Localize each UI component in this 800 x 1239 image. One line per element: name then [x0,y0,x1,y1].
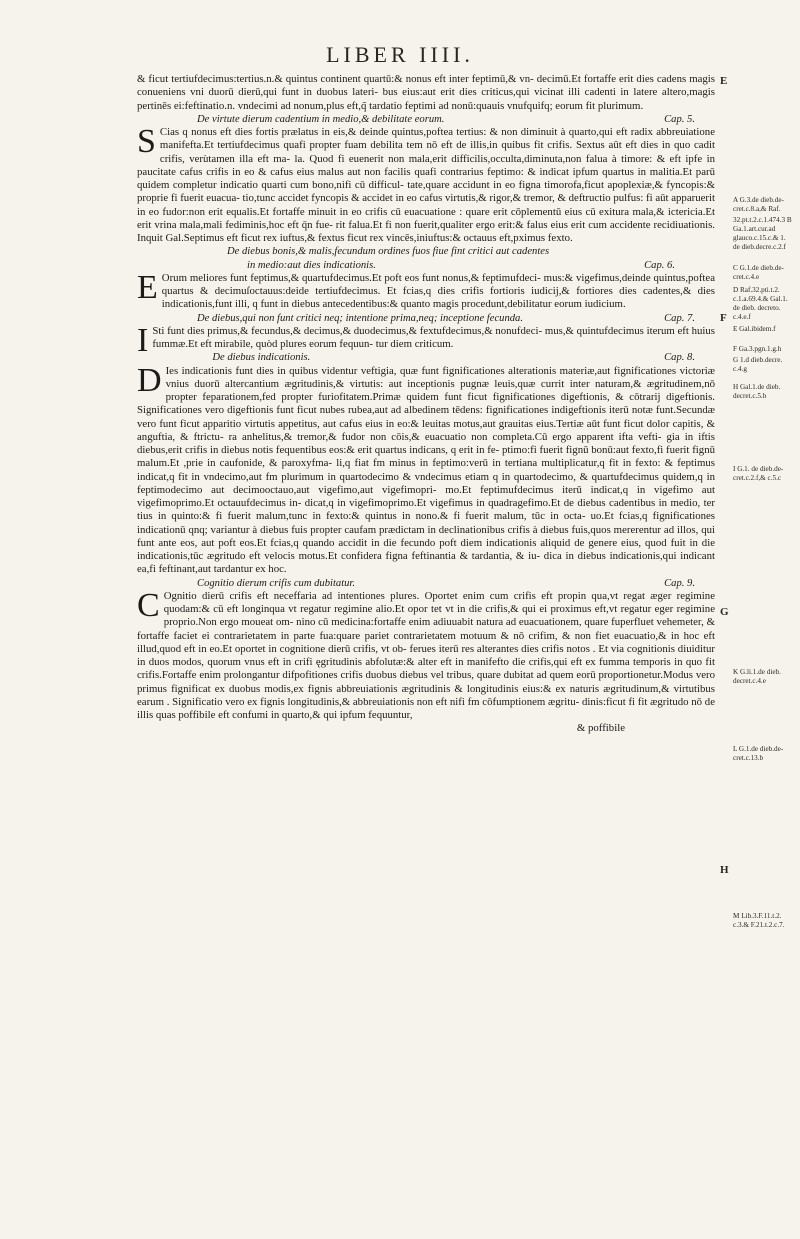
catchword: & poffibile [576,722,625,735]
chapter-heading-9 [137,577,715,590]
drop-capital: I [137,321,149,359]
side-marker-e: E [720,75,728,87]
page-header: LIBER IIII. [326,42,474,67]
margin-note-m: M Lib.3.F.11.t.2. c.3.& F.21.t.2.c.7. [733,912,785,929]
side-marker-f: F [720,312,727,324]
chapter-title: De diebus indicationis. [212,352,311,364]
paragraph-cap-9 [137,586,715,723]
paragraph-cap-8 [137,361,715,577]
chapter-title: Cognitio dierum crifis cum dubitatur. [197,577,356,589]
paragraph-cap-5 [137,123,715,245]
chapter-title: De diebus,qui non funt critici neq; intentione prima,neq; inceptione fecunda. [197,312,523,324]
paragraph-body: Sti funt dies primus,& fecundus,& decimus,& duodecimus,& fextufdecimus,& nonufdeci- mus,& quintufdecimus iterum eft huius fummæ.Et eft mirabile, quòd plures eorum fequun- tur diem criticum. [152,324,715,350]
chapter-number: Cap. 6. [644,259,675,271]
paragraph-body: Ies indicationis funt dies in quibus videntur veftigia, quæ funt fignificationes alterationis materiæ,aut fignificationes victoriæ vnius duorū altercantium ægritudinis,& virtutis: aut inceptionis pugnæ leuis,quæ currit inter naturam,& ægritudinem,nō propter feparationem,fed propter furiofitatem.Primæ quidem funt ficut fignificationes digeftionis, & cōtrarij digeftionis. Significationes vero digeftionis funt ficut nubes rubea,aut ad albedinem tēdens: fignificationes indigeftionis iterū notæ funt.Secundæ vero funt ficut apparitio virtutis appetitus, aut cafus eius in eo:& leuitas motus,aut grauitas eius.Tertiæ aūt funt ficut dolor capitis, & anguftia, & ftrictu- ra anhelitus,& tremor,& fudor non cōis,& euacuatio non completa.Cū ergo apparent ifta vefti- gia in iftis diebus,erit crifis in diebus notis fequentibus eos:& erit quartus indicans, q erit in fe- ptimo:fi fuerit fignū bonū:aut fexto,fi fuerit fignū malum.Et ,prie in caufonide, & paroxyfma- li,q fiat fm minus in feptimo:verū in tertiana multiplicatur,q fit in fexto: & feptimus indicat,q fit in vndecimo,aut fm plurimum in quartodecimo & vndecimus etiam q in quartodecimo, & quartufdecimus quidem,q in feptimodecimo aut decimooctauo,aut vigefimo,aut vigefimopri- mo.Et feptimufdecimus iterū indicat,q in vigefimo aut vigefimoprimo.Et octauufdecimus in- dicat,q in vigefimoprimo.Et vigefimus in quadragefimo.Et de diebus cadentibus in medio, ter tius in quinto:& fi fuerit malum,tunc in fexto:& quintus in nono.& fi fuerit malum, tūc in octa- uo.Et fcias,q fignificationes indicationū qnq; variantur à diebus fuis propter caufam prædictam in declinationibus crifis à diebus fuis,quos mererentur ad illos, qui funt ante eos, aut poft eos.Et fcias,q quando accidit in die fecundo poft diem indicationis aliquid de genere eius, quod fuit in die indicationis,tūc ægritudo eft velocis motus.Et confidera figna feftinantia & tardantia, & iu- dica in diebus indicationis,qui indicant ea,fi feftinant,aut tardantur ex hoc. [137,364,715,576]
drop-capital: S [137,123,156,160]
chapter-number: Cap. 9. [664,577,695,589]
drop-capital: D [137,361,162,399]
chapter-heading-7 [137,312,715,325]
margin-note-k: K G.li.1.de dieb. decret.c.4.e [733,668,781,685]
margin-note-c: C G.1.de dieb.de- cret.c.4.e [733,264,784,281]
chapter-title-continued: in medio:aut dies indicationis. [247,259,376,271]
margin-note-h: H Gal.1.de dieb. decret.c.5.b [733,383,781,400]
chapter-title: De virtute dierum cadentium in medio,& debilitate eorum. [197,113,445,125]
margin-note-l: L G.1.de dieb.de- cret.c.13.b [733,745,784,762]
side-marker-g: G [720,606,729,618]
paragraph-body: Orum meliores funt feptimus,& quartufdecimus.Et poft eos funt nonus,& feptimufdeci- mus:& vigefimus,deinde quintus,poftea quartus & decimuſoctauus:deide tertiufdecimus. Et fcias,q dies crifis fortioris iudicij,& fortiores dies cadentes,& dies indicationis,funt illi, q funt in diebus antecedentibus:& quanto magis procedunt,debilitatur eorum iudicium. [161,271,715,311]
margin-note-e: E Gal.ibidem.f [733,325,776,333]
margin-note-i: I G.1. de dieb.de- cret.c.2.f,& c.5.c [733,465,784,482]
paragraph-body: Cias q nonus eft dies fortis prælatus in eis,& deinde quintus,poftea tertius: & non diminuit à quarto,qui eft radix abbreuiatione manifefta.Et tertiufdecimus quafi propter fuam debilita tem nō eft de illis,in quibus fit crifis. Sextus aūt eft dies in quo cadit crifis, verùtamen illa eft ma- la. Quod fi euenerit non mala,erit difficilis,occulta,diminuta,non falua à timore: & eft ipfe in paucitate cafus crifis in eo & cafus eius malus aut non facilis quafi contrarius feptimo: & indicat ipfum quartus in malitia.Et parū quidem completur indicatio quarti cum bono,nifi cū difficul- tate,quare accidunt in eo figna timorofa,ficut apoplexiæ,& fyncopis:& proprie fi fuerit euacua- tio,tunc accidet fyncopis & accidet in eo cafus virtutis,& rigor,& tremor, & deftructio pulfus: fi aūt apparuerit in eo fudor:non erit equalis.Et fortaffe minuit in eo crifis cū euacuatione : quare erit cōplementū eius cū exitura mala,& ictericia.Et erit vrina mala,mali fediminis,hoc eft q̄n fue- rit falua.Et fi non fuerit,qualiter ergo erit:& falus eius erit cum accidente recidiuationis. Inquit Gal.Septimus eft ficut rex iuftus,& fextus ficut rex vincēs,iniuftus:& octauus eft,pximus fexto. [137,126,715,244]
side-marker-h: H [720,864,729,876]
margin-note-g: G 1.d dieb.decre. c.4.g [733,356,783,373]
chapter-number: Cap. 5. [664,113,695,125]
paragraph-intro: & ficut tertiufdecimus:tertius.n.& quintus continent quartū:& nonus eft inter feptimū,& vn- decimū.Et fortaffe erit dies cadens magis conueniens vni duorū dierū,qui funt in duobus lateri- bus eius:aut erit dies criticus,qui vicinat illi cadenti in latere altero,magis pertinēs ei:feftinatio.n. vndecimi ad nonum,plus eft,q̃ tardatio feptimi ad nonū:quauis vnufquifq; eorum fit plurimum. [137,73,715,112]
chapter-heading-8 [152,351,715,364]
drop-capital: C [137,586,160,624]
margin-note-d: D Raf.32.pti.t.2. c.1.a.69.4.& Gal.1. de dieb. decreto. c.4.e.f [733,286,788,321]
chapter-heading-5 [137,113,715,126]
drop-capital: E [137,268,158,306]
chapter-number: Cap. 7. [664,312,695,324]
chapter-title: De diebus bonis,& malis,fecundum ordines fuos fiue fint critici aut cadentes [227,246,550,258]
chapter-heading-6 [137,245,715,272]
main-text [137,73,715,736]
margin-note-a: A G.3.de dieb.de- cret.c.8.a,& Raf. [733,196,784,213]
paragraph-cap-6 [137,268,715,312]
margin-note-b: 32.pt.t.2.c.1.474.3 B Ga.1.art.cur.ad glauco.c.15.c.& 1. de dieb.decre.c.2.f [733,216,792,251]
paragraph-body: Ognitio dierū crifis eft neceffaria ad intentiones plures. Oportet enim cum crifis eft propin qua,vt regat æger regimine quodam:& cū eft longinqua vt regatur regimine alio.Et opor tet vt in die crifis,& qui ei proximus eft,vt regatur eger regimine proprio.Non ergo moueat om- nino cū medicina:fortaffe enim adiuuabit natura ad euacuationem, quare fuperfluet vehemeter, & fortaffe faciet ei contrarietatem in parte fua:quare pariet contrarietatem motuum & nō crifim, & non fiet euacuatio,& in hoc eft illud,quod eft in eo.Et oportet in cognitione dierū crifis, vt ob- ferues iterū res alterantes dies crifis notos . Et via cognitionis diuiditur in duos modos, quorum vnus eft in crifi ęgritudinis abfolutæ:& alter eft in manifefto die crifis,qui eft ex fumma temporis in quo fit crifis.Fortaffe enim prolongantur difpofitiones crifis duobus diebus vel tribus, quare dubitat ad quem eorū proportionetur.Modus vero primus fignificat ex duobus modis,ex fignis abbreuiationis ægritudinis & longitudinis eius:& ex naturis ægritudinum,& virtutibus earum . Significatio vero ex fignis longitudinis,& abbreuiationis non eft nifi fm cōfumptionem ægritu- dinis:ficut fi fit ægritudo nō de illis quas poffibile eft confumi in quarto,& qui ipfum fequuntur, [137,589,715,721]
chapter-number: Cap. 8. [664,352,695,364]
margin-note-f: F Ga.3.pgn.1.g.h [733,345,782,353]
